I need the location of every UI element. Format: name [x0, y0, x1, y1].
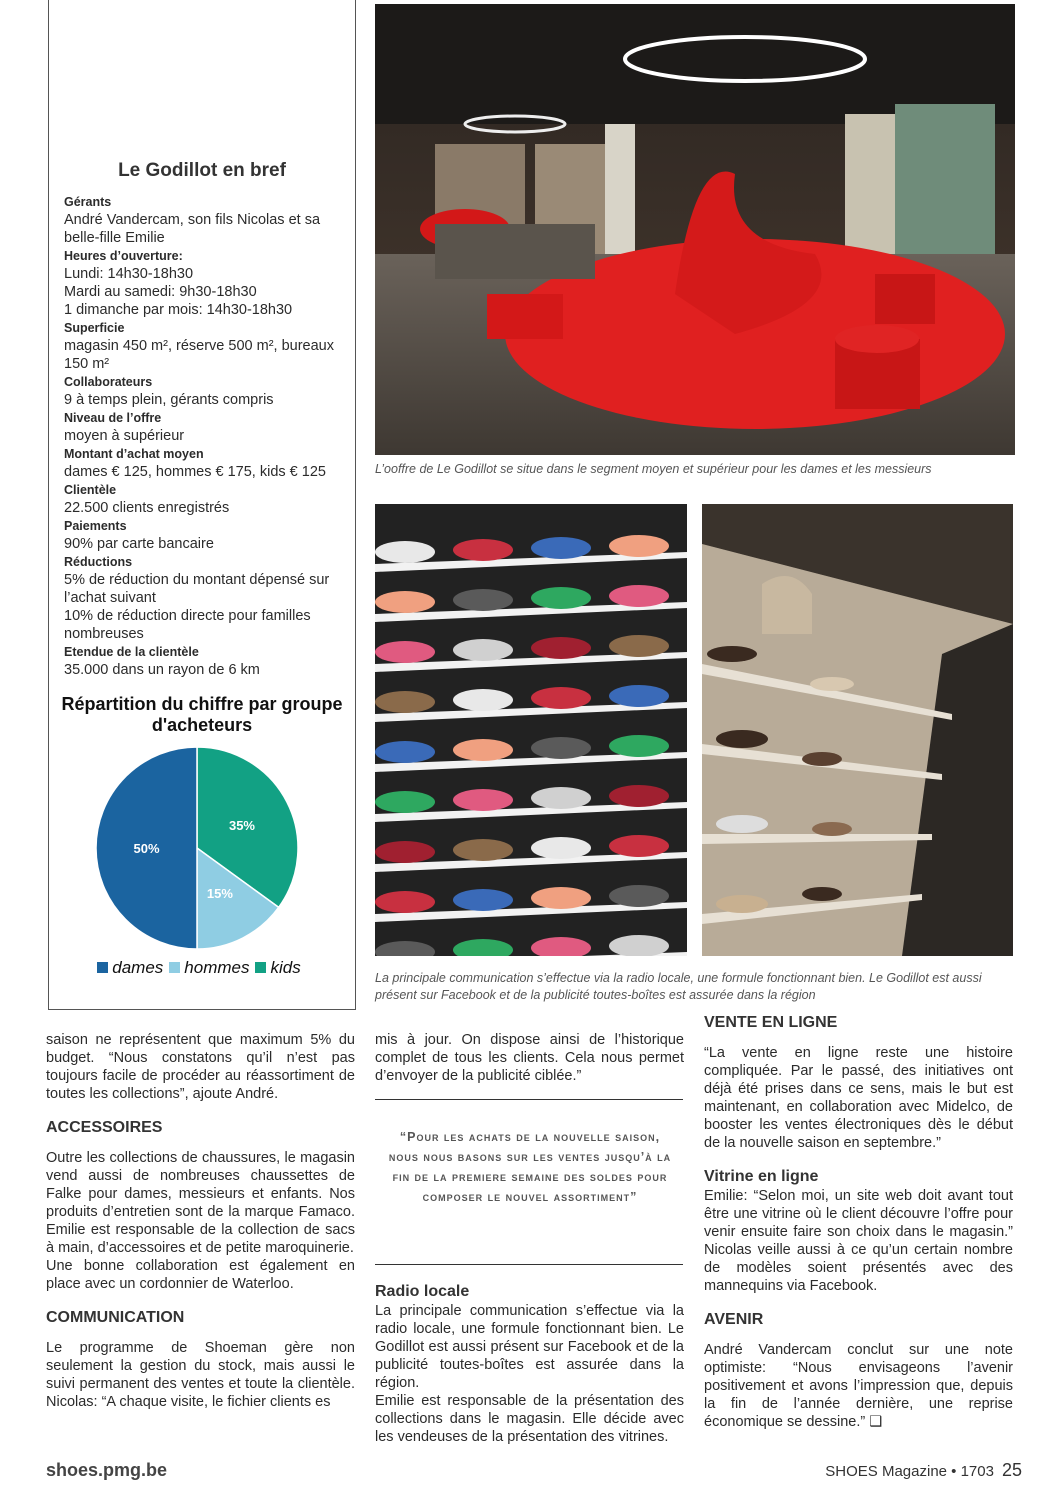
- fact-value: 90% par carte bancaire: [64, 536, 214, 552]
- heading-vente: VENTE EN LIGNE: [704, 1014, 838, 1031]
- fact-label: Superficie: [64, 321, 125, 335]
- heading-radio: Radio locale: [375, 1283, 470, 1300]
- legend-swatch: [97, 962, 108, 973]
- magazine-issue: SHOES Magazine • 1703: [825, 1463, 994, 1480]
- radio-text-1: La principale communication s’effectue via la radio locale, une formule fonctionnant bien. Le Godillot est aussi présent sur Facebook et de la publicité toutes-boîtes est assurée dans la région.: [375, 1303, 684, 1391]
- accessoires-text-2: Une bonne collaboration est également en place avec un cordonnier de Waterloo.: [46, 1258, 355, 1292]
- fact-value: 1 dimanche par mois: 14h30-18h30: [64, 302, 293, 318]
- sneaker-wall-photo: [375, 504, 687, 956]
- fact-label: Etendue de la clientèle: [64, 645, 199, 659]
- column-2-bottom: [375, 1283, 684, 1446]
- legend-item-kids: [255, 958, 300, 977]
- page-number: 25: [1001, 1460, 1022, 1480]
- column-3: [704, 1014, 1013, 1431]
- fact-value: dames € 125, hommes € 175, kids € 125: [64, 464, 326, 480]
- avenir-text: [704, 1341, 1013, 1431]
- fact-value: Lundi: 14h30-18h30: [64, 266, 194, 282]
- pie-label-dames: 50%: [133, 841, 160, 856]
- pie-label-hommes: 15%: [206, 885, 233, 901]
- pull-quote: “Pour les achats de la nouvelle saison, nous nous basons sur les ventes jusqu’à la fin de la premiere semaine des soldes pour composer le nouvel assortiment”: [388, 1130, 672, 1204]
- legend-label: dames: [112, 958, 164, 977]
- fact-label: Heures d’ouverture:: [64, 249, 183, 263]
- fact-value: moyen à supérieur: [64, 428, 185, 444]
- fact-label: Montant d’achat moyen: [64, 447, 204, 461]
- fact-value: 35.000 dans un rayon de 6 km: [64, 662, 260, 678]
- fact-label: Collaborateurs: [64, 375, 153, 389]
- avenir-text-body: André Vandercam conclut sur une note optimiste: “Nous envisageons l’avenir positivement et avons l’impression que, depuis la fin de l’année dernière, une reprise économique se dessine.”: [704, 1342, 1013, 1430]
- accessoires-text-1: Outre les collections de chaussures, le magasin vend aussi de nombreuses chaussettes de Falke pour dames, messieurs et enfants. Nos produits d’entretien sont de la marque Famaco. Emilie est responsable de la collection de sacs à main, d’accessoires et de petite maroquinerie.: [46, 1150, 355, 1256]
- column-2: [375, 1031, 684, 1085]
- col1-intro: saison ne représentent que maximum 5% du budget. “Nous constatons qu’il n’est pas toujours facile de procéder au réassortiment de toutes les collections”, ajoute André.: [46, 1032, 355, 1102]
- shoe-shelf-photo: [702, 504, 1013, 956]
- col2-intro: mis à jour. On dispose ainsi de l’historique complet de tous les clients. Cela nous permet d’envoyer de la publicité ciblée.”: [375, 1032, 684, 1084]
- fact-value: magasin 450 m², réserve 500 m², bureaux 150 m²: [64, 338, 334, 372]
- heading-communication: COMMUNICATION: [46, 1309, 185, 1326]
- legend-item-dames: [97, 958, 163, 977]
- legend-label: kids: [270, 958, 301, 977]
- heading-avenir: AVENIR: [704, 1311, 764, 1328]
- heading-vitrine: Vitrine en ligne: [704, 1168, 819, 1185]
- vitrine-text: Emilie: “Selon moi, un site web doit avant tout être une vitrine où le client découvre l’offre pour venir ensuite faire son choix dans le magasin.” Nicolas veille aussi à ce qu’un certain nombre de modèles soient présentés avec des mannequins via Facebook.: [704, 1188, 1013, 1294]
- communication-text: Le programme de Shoeman gère non seulement la gestion du stock, mais aussi le suivi permanent des ventes et toute la clientèle. Nicolas: “A chaque visite, le fichier clients es: [46, 1340, 355, 1410]
- fact-label: Clientèle: [64, 483, 117, 497]
- end-mark-icon: ❑: [869, 1414, 883, 1430]
- quote-rule-top: [375, 1099, 683, 1100]
- pie-chart: [89, 742, 309, 952]
- pie-label-kids: 35%: [228, 818, 256, 834]
- legend-item-hommes: [169, 958, 249, 977]
- fact-value: Mardi au samedi: 9h30-18h30: [64, 284, 257, 300]
- caption-top: L’ooffre de Le Godillot se situe dans le segment moyen et supérieur pour les dames et les messieurs: [375, 462, 932, 476]
- chart-legend: [49, 958, 355, 978]
- info-box: [48, 0, 356, 1010]
- legend-swatch: [169, 962, 180, 973]
- quote-rule-bottom: [375, 1264, 683, 1265]
- caption-middle: La principale communication s’effectue via la radio locale, une formule fonctionnant bien. Le Godillot est aussi présent sur Facebook et de la publicité toutes-boîtes est assurée dans la région: [375, 971, 982, 1002]
- vente-text: “La vente en ligne reste une histoire compliquée. Par le passé, des initiatives ont déjà été prises dans ce sens, mais le but est maintenant, en collaboration avec Midelco, de booster les ventes électroniques dès le début de la nouvelle saison en septembre.”: [704, 1045, 1013, 1151]
- fact-label: Gérants: [64, 195, 112, 209]
- chart-title: Répartition du chiffre par groupe d'acheteurs: [61, 694, 343, 735]
- fact-value: 9 à temps plein, gérants compris: [64, 392, 274, 408]
- column-1: [46, 1031, 355, 1411]
- fact-label: Niveau de l’offre: [64, 411, 162, 425]
- fact-value: 10% de réduction directe pour familles nombreuses: [64, 608, 311, 642]
- fact-value: André Vandercam, son fils Nicolas et sa belle-fille Emilie: [64, 212, 321, 246]
- store-interior-photo: [375, 4, 1015, 455]
- footer-site-link[interactable]: shoes.pmg.be: [46, 1460, 168, 1480]
- fact-label: Réductions: [64, 555, 133, 569]
- footer-magazine: [825, 1460, 1022, 1481]
- legend-label: hommes: [184, 958, 250, 977]
- info-box-title: Le Godillot en bref: [118, 160, 286, 181]
- heading-accessoires: ACCESSOIRES: [46, 1119, 163, 1136]
- fact-label: Paiements: [64, 519, 127, 533]
- facts-list: [64, 193, 349, 679]
- radio-text-2: Emilie est responsable de la présentation des collections dans le magasin. Elle décide avec les vendeuses de la présentation des vitrines.: [375, 1393, 684, 1445]
- legend-swatch: [255, 962, 266, 973]
- fact-value: 5% de réduction du montant dépensé sur l’achat suivant: [64, 572, 330, 606]
- fact-value: 22.500 clients enregistrés: [64, 500, 230, 516]
